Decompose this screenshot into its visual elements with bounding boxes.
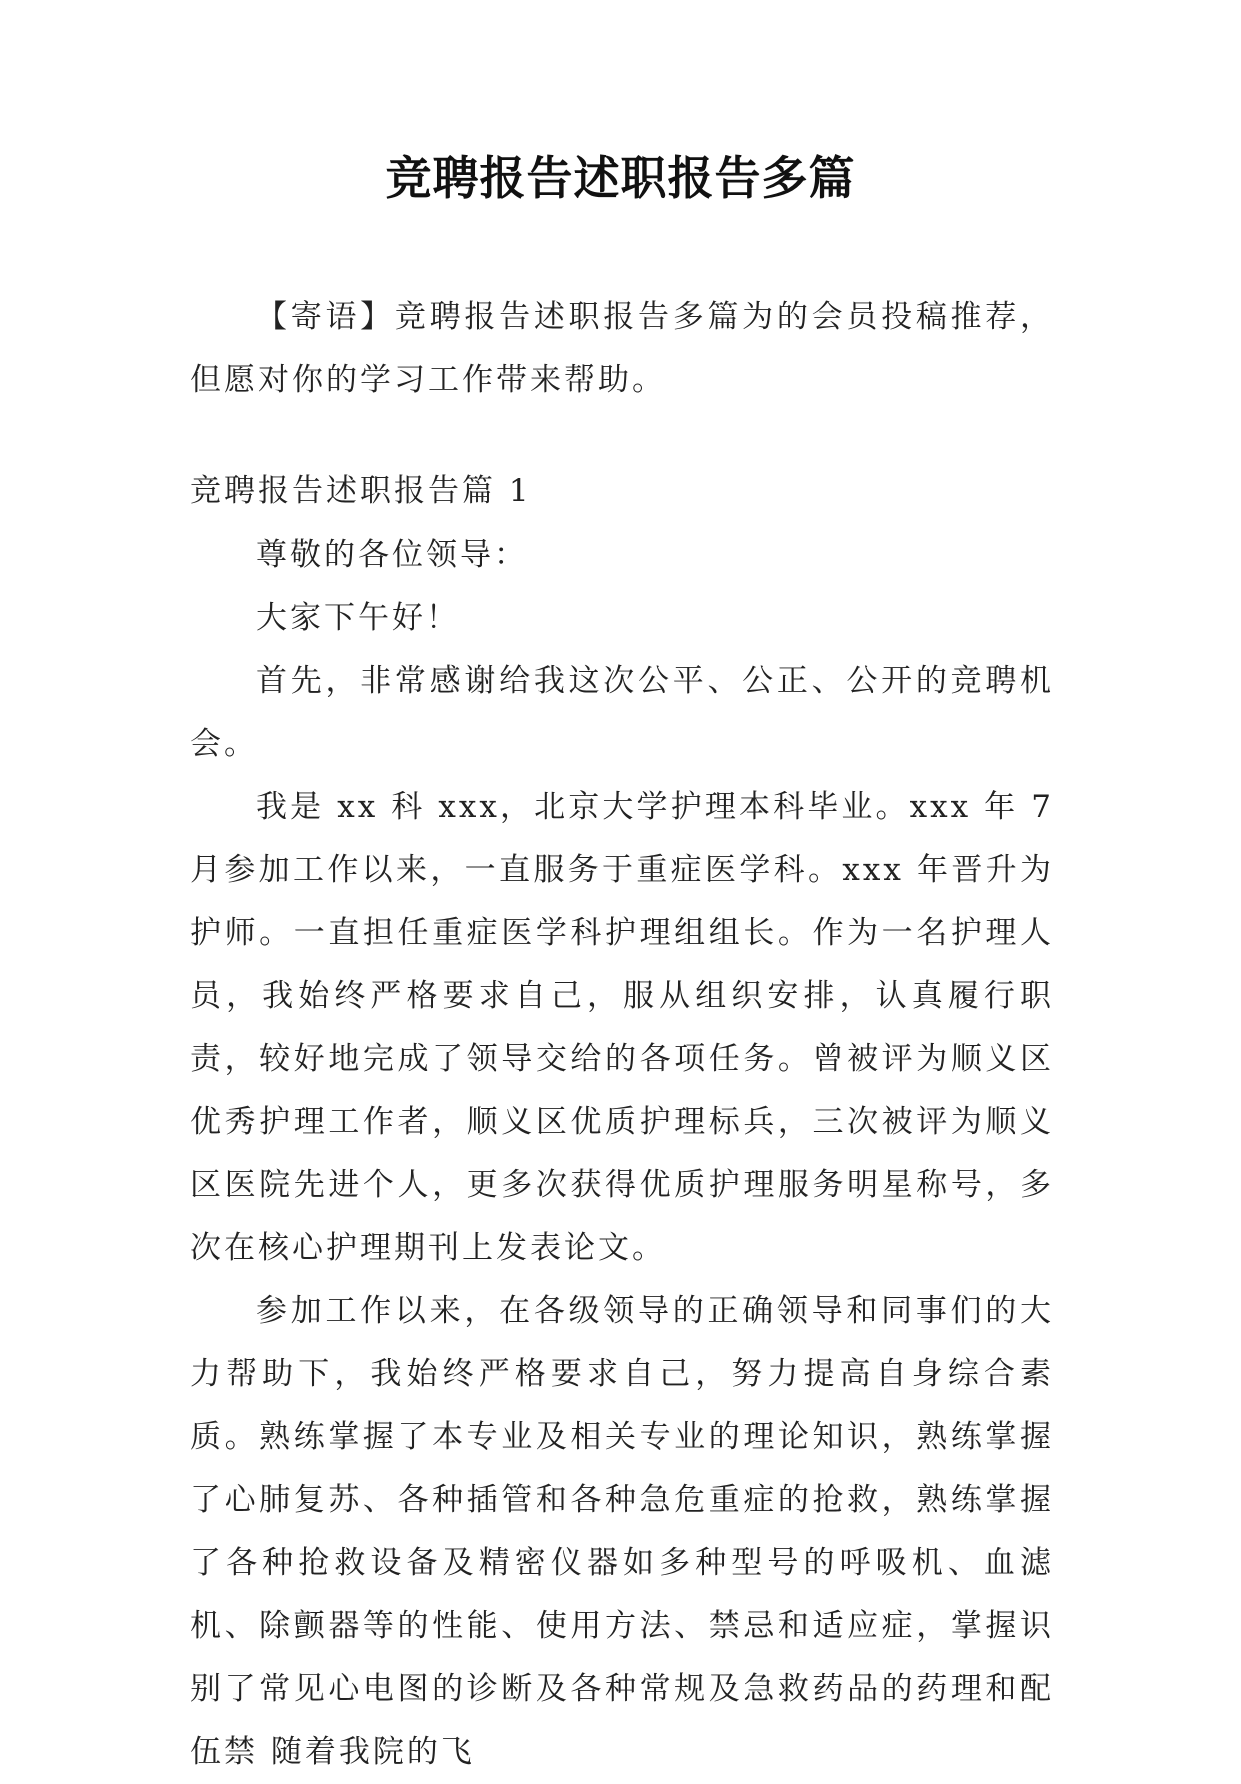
body-paragraph: 我是 xx 科 xxx，北京大学护理本科毕业。xxx 年 7 月参加工作以来，一直服务于重症医学科。xxx 年晋升为护师。一直担任重症医学科护理组组长。作为一名护理人员，我始终严格要求自己，服从组织安排，认真履行职责，较好地完成了领导交给的各项任务。曾被评为顺义区优秀护理工作者，顺义区优质护理标兵，三次被评为顺义区医院先进个人，更多次获得优质护理服务明星称号，多次在核心护理期刊上发表论文。 (190, 789, 1054, 1266)
document-title: 竞聘报告述职报告多篇 (385, 151, 856, 205)
body-paragraph: 首先，非常感谢给我这次公平、公正、公开的竞聘机会。 (190, 663, 1054, 762)
body-paragraph: 参加工作以来，在各级领导的正确领导和同事们的大力帮助下，我始终严格要求自己，努力提高自身综合素质。熟练掌握了本专业及相关专业的理论知识，熟练掌握了心肺复苏、各种插管和各种急危重症的抢救，熟练掌握了各种抢救设备及精密仪器如多种型号的呼吸机、血滤机、除颤器等的性能、使用方法、禁忌和适应症，掌握识别了常见心电图的诊断及各种常规及急救药品的药理和配伍禁 随着我院的飞 (190, 1293, 1054, 1770)
greeting-paragraph: 大家下午好！ (256, 600, 460, 636)
document-body (190, 524, 1054, 1784)
intro-paragraph: 【寄语】竞聘报告述职报告多篇为的会员投稿推荐，但愿对你的学习工作带来帮助。 (190, 299, 1054, 398)
section-title: 竞聘报告述职报告篇 1 (190, 473, 532, 509)
salutation-paragraph: 尊敬的各位领导： (256, 537, 528, 573)
